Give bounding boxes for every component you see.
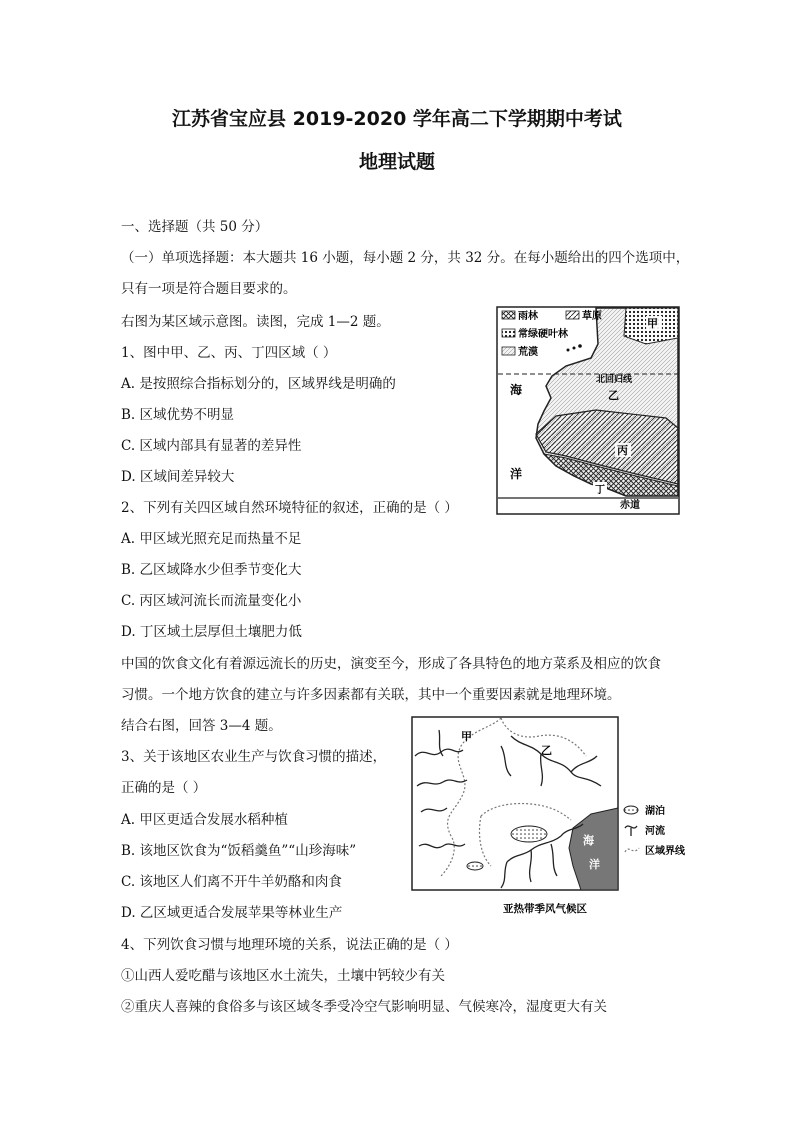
option-2b: B. 乙区域降水少但季节变化大 — [121, 562, 302, 578]
option-3b: B. 该地区饮食为“饭稻羹鱼”“山珍海味” — [121, 843, 357, 859]
label-ocean: 洋 — [589, 858, 600, 871]
legend-label-river: 河流 — [645, 826, 665, 837]
label-jia: 甲 — [461, 730, 472, 743]
instruction-line: 只有一项是符合题目要求的。 — [121, 281, 297, 297]
legend-river-symbol — [625, 826, 637, 836]
statement-1: ①山西人爱吃醋与该地区水土流失，土壤中钙较少有关 — [121, 968, 445, 984]
question-3: 3、关于该地区农业生产与饮食习惯的描述， — [121, 749, 387, 765]
section-heading: 一、选择题（共 50 分） — [121, 219, 269, 235]
option-3c: C. 该地区人们离不开牛羊奶酪和肉食 — [121, 874, 342, 890]
lake-2 — [467, 862, 483, 870]
label-ding: 丁 — [595, 485, 605, 496]
option-3a: A. 甲区更适合发展水稻种植 — [121, 812, 288, 828]
legend-lake-symbol — [624, 806, 638, 814]
option-1a: A. 是按照综合指标划分的，区域界线是明确的 — [121, 376, 396, 392]
label-sea: 海 — [583, 834, 594, 847]
legend-label-desert: 荒漠 — [518, 347, 538, 358]
legend-label-steppe: 草原 — [582, 311, 602, 322]
question-3-cont: 正确的是（ ） — [121, 780, 207, 796]
option-1b: B. 区域优势不明显 — [121, 407, 235, 423]
legend-label-lake: 湖泊 — [645, 806, 665, 817]
passage-line: 中国的饮食文化有着源远流长的历史，演变至今，形成了各具特色的地方菜系及相应的饮食 — [121, 656, 661, 672]
region-map-figure — [496, 306, 680, 516]
option-1d: D. 区域间差异较大 — [121, 469, 235, 485]
option-2d: D. 丁区域土层厚但土壤肥力低 — [121, 624, 302, 640]
label-jia: 甲 — [647, 317, 658, 330]
label-yi: 乙 — [541, 744, 552, 757]
legend-swatch-evergreen — [502, 329, 515, 337]
figure-caption: 亚热带季风气候区 — [503, 903, 587, 915]
legend-label-evergreen: 常绿硬叶林 — [518, 329, 568, 340]
label-tropic: 北回归线 — [596, 375, 633, 385]
monsoon-region-figure — [411, 716, 701, 918]
lake-1 — [511, 826, 547, 842]
exam-title: 江苏省宝应县 2019-2020 学年高二下学期期中考试 — [172, 108, 622, 130]
question-4: 4、下列饮食习惯与地理环境的关系，说法正确的是（ ） — [121, 937, 458, 953]
question-intro: 右图为某区域示意图。读图，完成 1—2 题。 — [121, 314, 390, 330]
instruction-line: （一）单项选择题：本大题共 16 小题，每小题 2 分，共 32 分。在每小题给出的四个选项中， — [121, 250, 690, 266]
label-bing: 丙 — [617, 444, 628, 457]
option-3d: D. 乙区域更适合发展苹果等林业生产 — [121, 905, 343, 921]
legend-swatch-desert — [502, 347, 515, 355]
legend-label-rainforest: 雨林 — [518, 311, 538, 322]
option-2c: C. 丙区域河流长而流量变化小 — [121, 593, 302, 609]
legend-boundary-symbol — [625, 848, 639, 852]
question-2: 2、下列有关四区域自然环境特征的叙述，正确的是（ ） — [121, 500, 458, 516]
statement-2: ②重庆人喜辣的食俗多与该区域冬季受冷空气影响明显、气候寒冷，湿度更大有关 — [121, 999, 607, 1015]
label-yi: 乙 — [608, 389, 619, 402]
option-2a: A. 甲区域光照充足而热量不足 — [121, 531, 302, 547]
question-1: 1、图中甲、乙、丙、丁四区域（ ） — [121, 345, 337, 361]
question-intro: 结合右图，回答 3—4 题。 — [121, 718, 282, 734]
legend-swatch-steppe — [566, 311, 579, 319]
legend-label-boundary: 区域界线 — [645, 846, 685, 857]
label-ocean: 洋 — [510, 467, 523, 481]
label-sea: 海 — [510, 383, 523, 397]
option-1c: C. 区域内部具有显著的差异性 — [121, 438, 302, 454]
exam-subtitle: 地理试题 — [358, 151, 435, 173]
label-equator: 赤道 — [620, 500, 640, 511]
legend-swatch-rainforest — [502, 311, 515, 319]
passage-line: 习惯。一个地方饮食的建立与许多因素都有关联，其中一个重要因素就是地理环境。 — [121, 687, 621, 703]
